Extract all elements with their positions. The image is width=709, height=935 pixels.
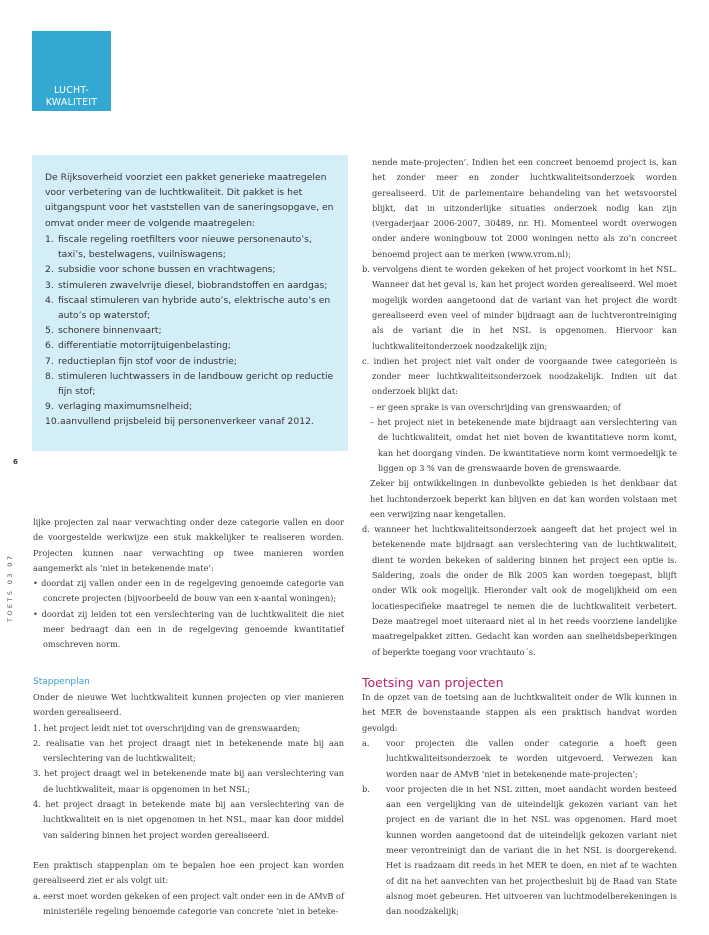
paragraph: Een praktisch stappenplan om te bepalen hoe een project kan worden gerealiseerd ziet er als volgt uit:: [33, 859, 344, 886]
list-item: [45, 262, 340, 277]
list-item: [45, 414, 340, 429]
section-heading: Toetsing van projecten: [362, 674, 504, 690]
list-item-number: 1.: [45, 234, 54, 245]
paragraph: In de opzet van de toetsing aan de luchtkwaliteit onder de Wlk kunnen in het MER de bovenstaande stappen als een praktisch handvat worden gevolgd:: [362, 692, 677, 733]
section-tab-line1: LUCHT-: [53, 85, 90, 96]
step-b: b. vervolgens dient te worden gekeken of het project voorkomt in het NSL. Wanneer dat het geval is, kan het project worden gerealiseerd. Wel moet mogelijk worden aangetoond dat de variant van het project die wordt gerealiseerd even veel of minder bijdraagt aan de luchtverontreiniging als de variant die in het NSL is opgenomen. Hiervoor kan luchtkwaliteitonderzoek noodzakelijk zijn;: [362, 264, 677, 351]
right-column: [362, 155, 677, 920]
list-item-number: 5.: [45, 325, 54, 337]
list-item: [362, 736, 677, 782]
list-item: [45, 399, 340, 414]
step-a: a. eerst moet worden gekeken of een project valt onder een in de AMvB of ministeriële regeling benoemde categorie van concrete ‘niet in beteke-: [33, 890, 344, 916]
list-item: [45, 293, 340, 323]
list-item-number: 2.: [45, 264, 54, 276]
list-item-label: b.: [362, 783, 370, 794]
running-footer: TOETS 03 07: [6, 553, 14, 622]
list-item-number: 4.: [45, 294, 54, 306]
paragraph: Zeker bij ontwikkelingen in dunbevolkte gebieden is het denkbaar dat het luchtonderzoek beperkt kan blijven en dat kan worden volstaan met een verwijzing naar kengetallen.: [370, 478, 677, 519]
list-item: [45, 278, 340, 293]
bullet-item: • doordat zij vallen onder een in de regelgeving genoemde categorie van concrete projecten (bijvoorbeeld de bouw van een x-aantal woningen);: [33, 578, 344, 604]
step-item: 4. het project draagt in betekende mate bij aan verslechtering van de luchtkwaliteit en is niet opgenomen in het NSL, maar kan door middel van saldering binnen het project worden gerealiseerd.: [33, 799, 344, 840]
list-item: [362, 782, 677, 920]
list-item-text: stimuleren zwavelvrije diesel, biobrandstoffen en aardgas;: [58, 279, 328, 291]
list-item-text: subsidie voor schone bussen en vrachtwagens;: [58, 264, 276, 276]
section-tab-label: [32, 85, 111, 109]
step-item: 2. realisatie van het project draagt niet in betekenende mate bij aan verslechtering van de luchtkwaliteit;: [33, 737, 344, 764]
bullet-item: • doordat zij leiden tot een verslechtering van de luchtkwaliteit die niet meer bedraagt dan een in de regelgeving genoemde kwantitatief omschreven norm.: [33, 608, 344, 650]
dash-item: – er geen sprake is van overschrijding van grenswaarden; of: [370, 401, 621, 412]
paragraph: nende mate-projecten’. Indien het een concreet benoemd project is, kan het zonder meer en zonder luchtkwaliteitsonderzoek worden gerealiseerd. Uit de parlementaire behandeling van het wetsvoorstel blijkt, dat in uitzonderlijke situaties onderzoek nodig kan zijn (vergaderjaar 2006-2007, 30489, nr. H). Momenteel wordt overwogen onder andere woningbouw tot 2000 woningen netto als zo’n concreet benoemd project aan te merken (www.vrom.nl);: [372, 157, 677, 259]
list-item-text: stimuleren luchtwassers in de landbouw gericht op reductie fijn stof;: [58, 370, 334, 398]
list-item-text: differentiatie motorrijtuigenbelasting;: [58, 340, 231, 352]
list-item-text: aanvullend prijsbeleid bij personenverkeer vanaf 2012.: [60, 416, 314, 428]
measures-intro: De Rijksoverheid voorziet een pakket generieke maatregelen voor verbetering van de luchtkwaliteit. Dit pakket is het uitgangspunt voor het vaststellen van de saneringsopgave, en omvat onder meer de volgende maatregelen:: [45, 172, 334, 229]
list-item-text: reductieplan fijn stof voor de industrie;: [58, 355, 238, 367]
list-item-text: schonere binnenvaart;: [58, 325, 162, 337]
list-item: [45, 338, 340, 353]
list-item-text: voor projecten die vallen onder categorie a hoeft geen luchtkwaliteitsonderzoek te worden uitgevoerd. Verwezen kan worden naar de AMvB ‘niet in betekenende mate-projecten’;: [386, 737, 677, 779]
list-item-number: 9.: [45, 401, 54, 413]
page-number: 6: [13, 458, 18, 466]
list-item: [45, 354, 340, 369]
step-c: c. indien het project niet valt onder de voorgaande twee categorieën is zonder meer luchtkwaliteitsonderzoek noodzakelijk. Indien uit dat onderzoek blijkt dat:: [362, 355, 677, 397]
list-item: [45, 369, 340, 399]
list-item-number: 3.: [45, 279, 54, 291]
paragraph: Onder de nieuwe Wet luchtkwaliteit kunnen projecten op vier manieren worden gerealiseerd.: [33, 691, 344, 718]
list-item: [45, 232, 340, 262]
list-item-number: 8.: [45, 370, 54, 382]
section-heading: Stappenplan: [33, 676, 90, 687]
step-item: 3. het project draagt wel in betekenende mate bij aan verslechtering van de luchtkwaliteit, maar is opgenomen in het NSL;: [33, 768, 344, 794]
list-item-label: a.: [362, 737, 370, 748]
list-item-number: 10.: [45, 416, 60, 428]
paragraph: lijke projecten zal naar verwachting onder deze categorie vallen en door de voorgestelde werkwijze een stuk makkelijker te realiseren worden. Projecten kunnen naar verwachting op twee manieren worden aangemerkt als ‘niet in betekenende mate’:: [33, 517, 344, 573]
measures-list: [45, 232, 340, 430]
list-item-text: fiscaal stimuleren van hybride auto’s, elektrische auto’s en auto’s op waterstof;: [58, 294, 331, 322]
list-item-number: 7.: [45, 355, 54, 367]
list-item: [45, 323, 340, 338]
left-column: [33, 515, 344, 919]
list-item-text: verlaging maximumsnelheid;: [58, 401, 193, 413]
list-item-number: 6.: [45, 340, 54, 352]
dash-item: – het project niet in betekenende mate bijdraagt aan verslechtering van de luchtkwaliteit, omdat het niet boven de kwantitatieve norm komt, kan het doorgang vinden. De kwantitatieve norm komt vermoedelijk te liggen op 3 % van de grenswaarde boven de grenswaarde.: [370, 417, 677, 473]
step-d: d. wanneer het luchtkwaliteitsonderzoek aangeeft dat het project wel in betekenende mate bijdraagt aan verslechtering van de luchtkwaliteit, dient te worden bekeken of saldering binnen het project een optie is. Saldering, zoals die onder de Blk 2005 kan worden toegepast, blijft onder Wlk ook mogelijk. Hieronder valt ook de mogelijkheid om een locatiespecifieke maatregel te nemen die de luchtkwaliteit verbetert. Deze maatregel moet uiteraard niet al in het reeds voorziene landelijke maatregelpakket zitten. Gedacht kan worden aan snelheidsbeperkingen of beperkte toegang voor vrachtauto´s.: [362, 524, 677, 657]
section-tab-line2: KWALITEIT: [45, 97, 98, 108]
step-item: 1. het project leidt niet tot overschrijding van de grenswaarden;: [33, 722, 301, 733]
list-item-text: fiscale regeling roetfilters voor nieuwe personenauto’s, taxi’s, bestelwagens, vuilniswagens;: [58, 234, 312, 261]
list-item-text: voor projecten die in het NSL zitten, moet aandacht worden besteed aan een vergelijking van de uiteindelijk gekozen variant van het project en de variant die in het NSL was opgenomen. Hard moet kunnen worden aangetoond dat de uiteindelijk gekozen variant niet meer verontreinigt dan de variant die in het NSL is doorgerekend. Het is raadzaam dit reeds in het MER te doen, en niet af te wachten of dit na het aanvechten van het projectbesluit bij de Raad van State alsnog moet gebeuren. Het uitvoeren van luchtmodelberekeningen is dan noodzakelijk;: [386, 783, 677, 917]
